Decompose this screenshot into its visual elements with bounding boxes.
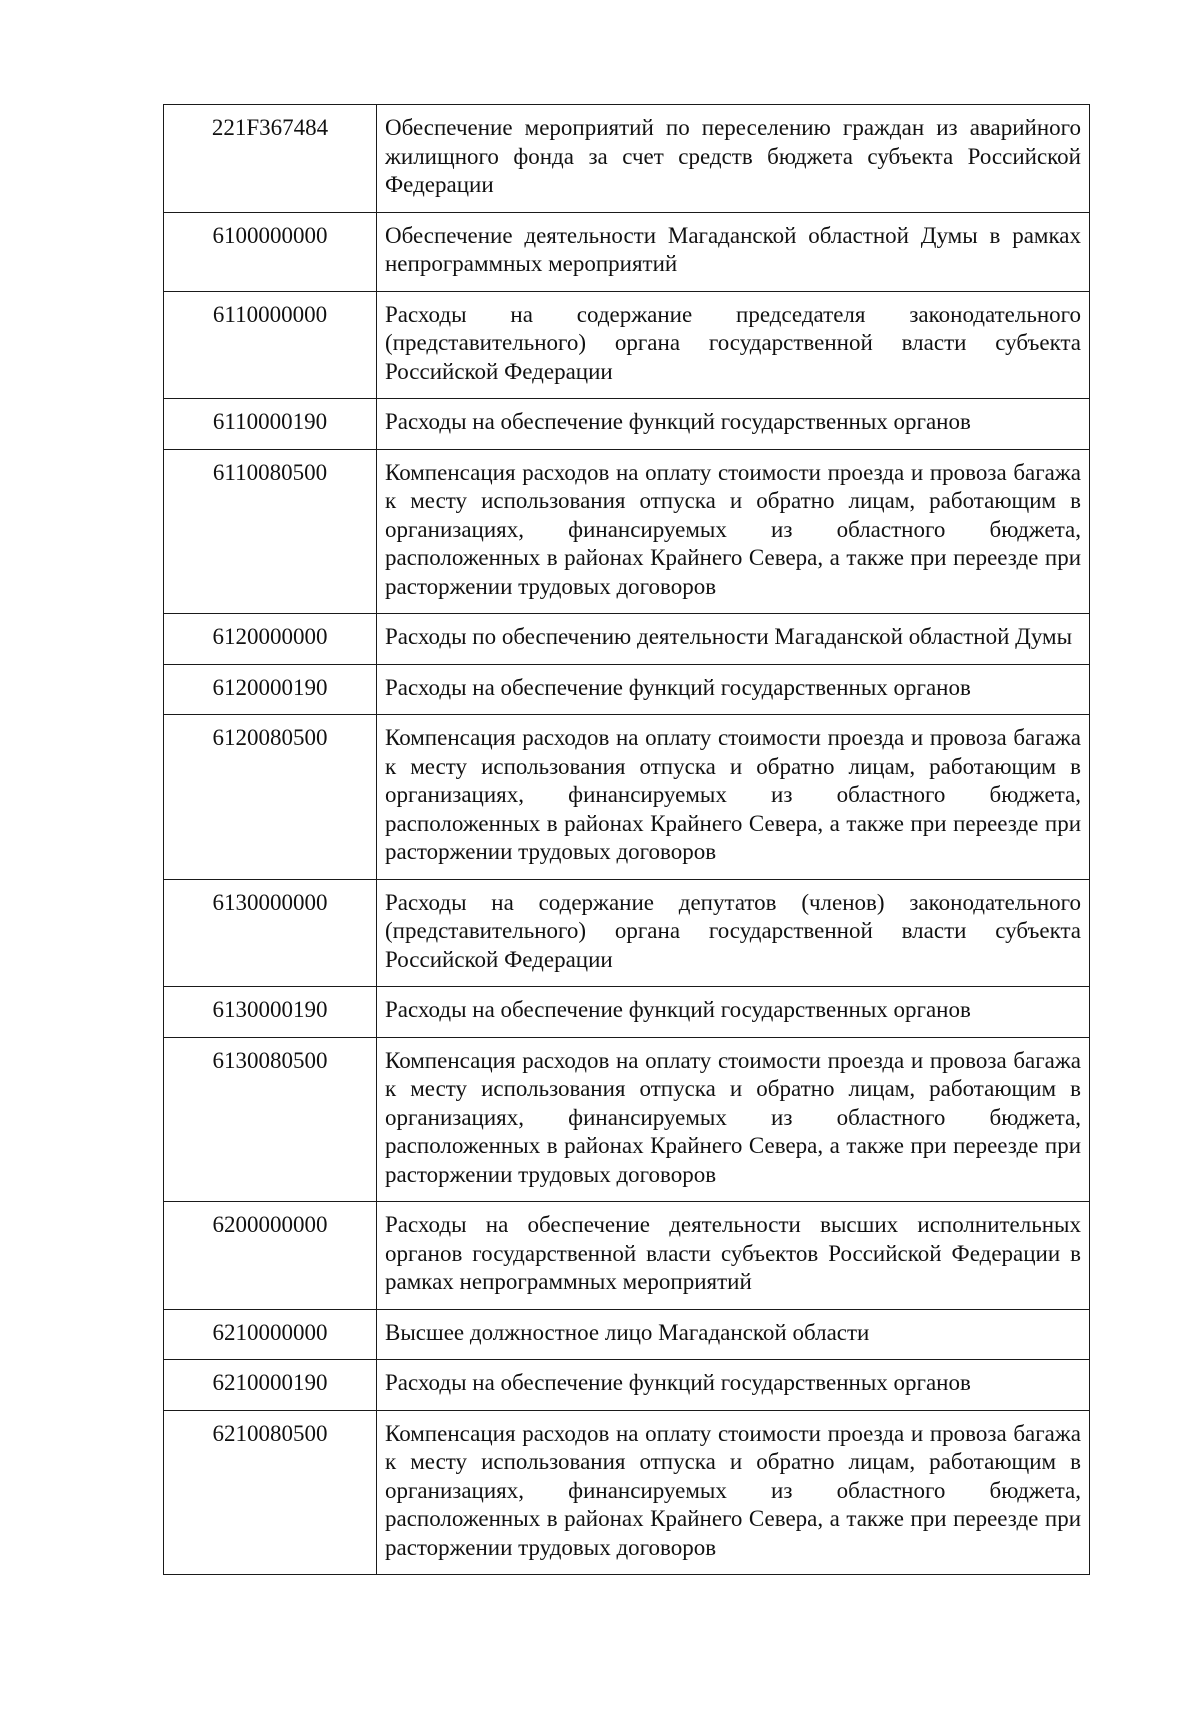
row-description: Обеспечение деятельности Магаданской областной Думы в рамках непрограммных мероприятий bbox=[377, 212, 1090, 291]
table-row bbox=[164, 879, 1090, 987]
table-row bbox=[164, 664, 1090, 715]
row-description: Расходы на обеспечение функций государственных органов bbox=[377, 987, 1090, 1038]
row-description: Компенсация расходов на оплату стоимости проезда и провоза багажа к месту использования отпуска и обратно лицам, работающим в организациях, финансируемых из областного бюджета, расположенных в районах Крайнего Севера, а также при переезде при расторжении трудовых договоров bbox=[377, 1037, 1090, 1202]
table-row bbox=[164, 291, 1090, 399]
table-row bbox=[164, 1410, 1090, 1575]
row-code: 6110000000 bbox=[164, 291, 377, 399]
row-code: 6210000190 bbox=[164, 1360, 377, 1411]
table-row bbox=[164, 212, 1090, 291]
row-description: Компенсация расходов на оплату стоимости проезда и провоза багажа к месту использования отпуска и обратно лицам, работающим в организациях, финансируемых из областного бюджета, расположенных в районах Крайнего Севера, а также при переезде при расторжении трудовых договоров bbox=[377, 1410, 1090, 1575]
row-code: 6110080500 bbox=[164, 449, 377, 614]
row-code: 6130080500 bbox=[164, 1037, 377, 1202]
row-code: 6130000000 bbox=[164, 879, 377, 987]
row-description: Компенсация расходов на оплату стоимости проезда и провоза багажа к месту использования отпуска и обратно лицам, работающим в организациях, финансируемых из областного бюджета, расположенных в районах Крайнего Севера, а также при переезде при расторжении трудовых договоров bbox=[377, 449, 1090, 614]
row-code: 6210000000 bbox=[164, 1309, 377, 1360]
row-code: 6120080500 bbox=[164, 715, 377, 880]
table-body bbox=[164, 105, 1090, 1575]
row-code: 6210080500 bbox=[164, 1410, 377, 1575]
table-row bbox=[164, 614, 1090, 665]
table-row bbox=[164, 715, 1090, 880]
row-code: 6100000000 bbox=[164, 212, 377, 291]
table-row bbox=[164, 1360, 1090, 1411]
row-code: 6120000190 bbox=[164, 664, 377, 715]
table-row bbox=[164, 399, 1090, 450]
row-description: Расходы на обеспечение деятельности высших исполнительных органов государственной власти субъектов Российской Федерации в рамках непрограммных мероприятий bbox=[377, 1202, 1090, 1310]
row-code: 6110000190 bbox=[164, 399, 377, 450]
row-code: 6130000190 bbox=[164, 987, 377, 1038]
table-row bbox=[164, 449, 1090, 614]
row-description: Компенсация расходов на оплату стоимости проезда и провоза багажа к месту использования отпуска и обратно лицам, работающим в организациях, финансируемых из областного бюджета, расположенных в районах Крайнего Севера, а также при переезде при расторжении трудовых договоров bbox=[377, 715, 1090, 880]
row-description: Расходы на содержание депутатов (членов) законодательного (представительного) органа государственной власти субъекта Российской Федерации bbox=[377, 879, 1090, 987]
table-row bbox=[164, 1309, 1090, 1360]
row-description: Обеспечение мероприятий по переселению граждан из аварийного жилищного фонда за счет средств бюджета субъекта Российской Федерации bbox=[377, 105, 1090, 213]
row-description: Расходы на обеспечение функций государственных органов bbox=[377, 664, 1090, 715]
budget-classification-table bbox=[163, 104, 1090, 1575]
row-code: 6200000000 bbox=[164, 1202, 377, 1310]
table-row bbox=[164, 1037, 1090, 1202]
table-row bbox=[164, 105, 1090, 213]
row-code: 6120000000 bbox=[164, 614, 377, 665]
row-description: Расходы на обеспечение функций государственных органов bbox=[377, 1360, 1090, 1411]
row-code: 221F367484 bbox=[164, 105, 377, 213]
table-row bbox=[164, 1202, 1090, 1310]
row-description: Расходы на содержание председателя законодательного (представительного) органа государственной власти субъекта Российской Федерации bbox=[377, 291, 1090, 399]
row-description: Высшее должностное лицо Магаданской области bbox=[377, 1309, 1090, 1360]
row-description: Расходы по обеспечению деятельности Магаданской областной Думы bbox=[377, 614, 1090, 665]
row-description: Расходы на обеспечение функций государственных органов bbox=[377, 399, 1090, 450]
table-row bbox=[164, 987, 1090, 1038]
